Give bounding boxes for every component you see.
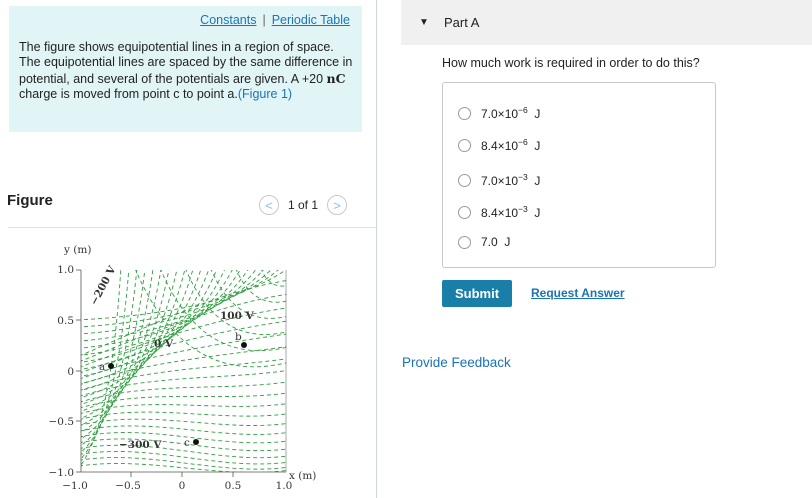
chevron-right-icon: > [333,197,341,213]
point-c-label: c [184,437,190,449]
equipotential-line [79,412,290,420]
x-tick-label: 0 [178,480,186,492]
choice-option[interactable] [458,105,540,121]
problem-text-start: The figure shows equipotential lines in a region of space. The equipotential lines are spaced by the same difference in potential, and several of the potentials are given. A +20 [19,40,353,86]
choice-unit: J [504,235,511,249]
choice-label [481,204,540,220]
choice-exponent: −6 [518,137,528,147]
potential-label-minus300: −300 V [119,439,162,451]
equipotential-line [135,268,288,367]
equipotential-line [79,403,290,414]
choice-unit: J [534,139,541,153]
equipotential-line [79,334,290,380]
problem-text [19,40,354,103]
x-tick-label: −1.0 [62,480,88,492]
plot-axes [76,270,286,477]
choice-mantissa: 8.4×10 [481,139,519,153]
choice-option[interactable] [458,235,510,249]
potential-label-0: 0 V [154,338,174,350]
request-answer-link[interactable]: Request Answer [531,286,625,300]
equipotential-line [79,464,290,473]
point-b-label: b [235,331,242,343]
part-header[interactable] [401,0,812,45]
point-b-marker [241,342,247,348]
prev-figure-button[interactable] [259,195,279,215]
y-tick-label: −1.0 [48,467,74,479]
question-text: How much work is required in order to do this? [442,56,700,70]
right-panel [377,0,812,498]
left-panel [0,0,376,498]
point-a-marker [108,363,114,369]
radio-button[interactable] [458,206,471,219]
choice-mantissa: 7.0×10 [481,174,519,188]
choice-exponent: −6 [518,105,528,115]
charge-unit: nC [326,70,346,86]
x-axis-label: x (m) [289,470,317,482]
choice-option[interactable] [458,172,540,188]
radio-button[interactable] [458,174,471,187]
equipotential-line [79,419,290,425]
equipotential-figure [30,235,350,497]
choice-unit: J [534,107,541,121]
equipotential-line [77,266,145,449]
x-tick-label: −0.5 [115,480,141,492]
choice-label [481,172,540,188]
problem-intro [9,6,362,132]
y-tick-label: 0.5 [57,315,74,327]
part-label: Part A [444,15,480,30]
choice-label [481,105,540,121]
y-tick-label: 1.0 [57,264,74,276]
choice-mantissa: 8.4×10 [481,206,519,220]
figure-link[interactable]: (Figure 1) [237,87,293,102]
provide-feedback-link[interactable]: Provide Feedback [402,355,511,370]
radio-button[interactable] [458,139,471,152]
collapse-triangle-icon[interactable]: ▼ [419,17,429,28]
y-axis-label: y (m) [64,244,92,256]
next-figure-button[interactable] [327,195,347,215]
figure-divider [8,227,376,228]
x-tick-label: 0.5 [224,480,242,492]
figure-pager [259,194,347,216]
submit-button[interactable]: Submit [442,280,512,307]
constants-link[interactable]: Constants [200,13,257,27]
x-tick-label: 1.0 [275,480,293,492]
chevron-left-icon: < [265,197,273,213]
choice-option[interactable] [458,204,540,220]
choice-unit: J [534,174,541,188]
radio-button[interactable] [458,236,471,249]
problem-text-end: charge is moved from point c to point a. [19,87,238,102]
y-tick-label: 0 [67,366,74,378]
resource-links [200,13,350,27]
choice-unit: J [534,206,541,220]
point-a-label: a [99,361,106,373]
potential-label-minus200: −200 V [88,264,119,308]
periodic-table-link[interactable]: Periodic Table [271,13,350,27]
choice-label [481,137,540,153]
point-c-marker [193,439,199,445]
answer-choices [442,82,716,268]
link-separator: | [262,13,266,27]
equipotential-line [185,268,288,335]
choice-mantissa: 7.0 [481,235,498,249]
choice-mantissa: 7.0×10 [481,107,519,121]
y-tick-label: −0.5 [48,416,74,428]
figure-heading: Figure [7,192,53,209]
potential-label-100: 100 V [220,310,254,322]
choice-option[interactable] [458,137,540,153]
equipotential-line [79,294,290,362]
choice-exponent: −3 [518,172,528,182]
radio-button[interactable] [458,107,471,120]
choice-label [481,235,510,249]
choice-exponent: −3 [518,204,528,214]
page-indicator: 1 of 1 [288,198,319,212]
